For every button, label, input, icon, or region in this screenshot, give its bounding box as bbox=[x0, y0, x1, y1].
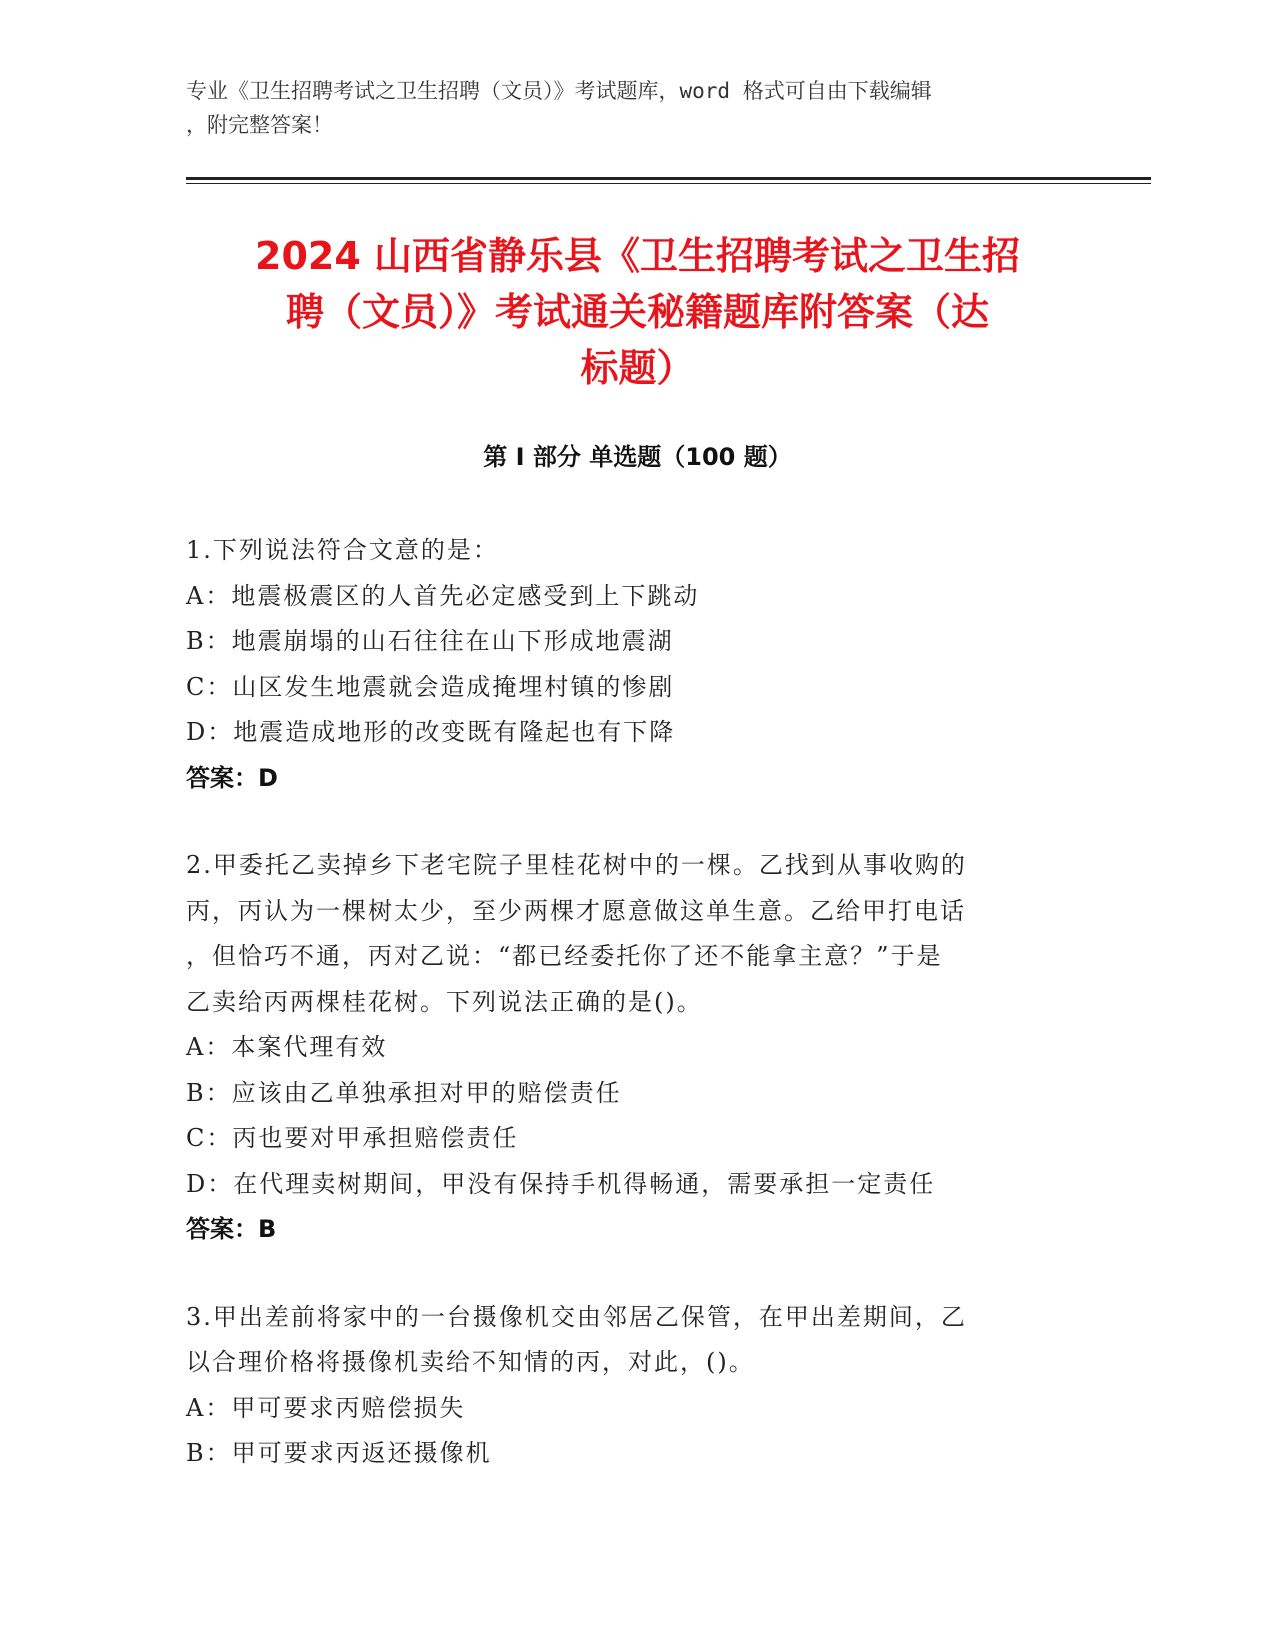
document-title-line-1: 2024 山西省静乐县《卫生招聘考试之卫生招 bbox=[255, 234, 1020, 278]
question-stem-line: 1.下列说法符合文意的是： bbox=[186, 536, 499, 564]
answer-line: 答案：D bbox=[186, 763, 278, 792]
option-c: C：丙也要对甲承担赔偿责任 bbox=[186, 1124, 519, 1152]
question-stem-line: 2.甲委托乙卖掉乡下老宅院子里桂花树中的一棵。乙找到从事收购的 bbox=[186, 851, 967, 879]
question-stem-line: ，但恰巧不通，丙对乙说：“都已经委托你了还不能拿主意？”于是 bbox=[186, 942, 943, 970]
option-b: B：应该由乙单独承担对甲的赔偿责任 bbox=[186, 1078, 622, 1107]
option-a: A：本案代理有效 bbox=[186, 1033, 388, 1061]
document-title-line-2: 聘（文员）》考试通关秘籍题库附答案（达 bbox=[285, 290, 989, 334]
option-c: C：山区发生地震就会造成掩埋村镇的惨剧 bbox=[186, 672, 675, 701]
answer-line: 答案：B bbox=[186, 1215, 277, 1243]
document-title-line-3: 标题） bbox=[580, 346, 695, 390]
option-d: D：地震造成地形的改变既有隆起也有下降 bbox=[186, 718, 676, 746]
question-stem-line: 3.甲出差前将家中的一台摄像机交由邻居乙保管，在甲出差期间，乙 bbox=[186, 1302, 967, 1331]
question-stem-line: 以合理价格将摄像机卖给不知情的丙，对此，()。 bbox=[186, 1348, 755, 1376]
question-stem-line: 乙卖给丙两棵桂花树。下列说法正确的是()。 bbox=[186, 987, 703, 1016]
option-a: A：甲可要求丙赔偿损失 bbox=[186, 1393, 466, 1422]
option-a: A：地震极震区的人首先必定感受到上下跳动 bbox=[186, 581, 700, 610]
option-b: B：地震崩塌的山石往往在山下形成地震湖 bbox=[186, 627, 674, 655]
question-list bbox=[186, 528, 1066, 1519]
document-title bbox=[170, 228, 1105, 396]
option-d: D：在代理卖树期间，甲没有保持手机得畅通，需要承担一定责任 bbox=[186, 1169, 936, 1198]
section-heading: 第 I 部分 单选题（100 题） bbox=[483, 443, 792, 471]
question-2 bbox=[186, 843, 1066, 1253]
question-3 bbox=[186, 1295, 1066, 1477]
header-divider-thin bbox=[186, 183, 1151, 184]
header-note-line-2: ，附完整答案！ bbox=[186, 113, 333, 137]
option-b: B：甲可要求丙返还摄像机 bbox=[186, 1439, 492, 1467]
question-1 bbox=[186, 528, 1066, 801]
header-note bbox=[186, 74, 1086, 142]
header-divider-thick bbox=[186, 177, 1151, 180]
header-note-line-1: 专业《卫生招聘考试之卫生招聘（文员）》考试题库，word 格式可自由下载编辑 bbox=[186, 79, 932, 103]
question-stem-line: 丙，丙认为一棵树太少，至少两棵才愿意做这单生意。乙给甲打电话 bbox=[186, 896, 966, 925]
